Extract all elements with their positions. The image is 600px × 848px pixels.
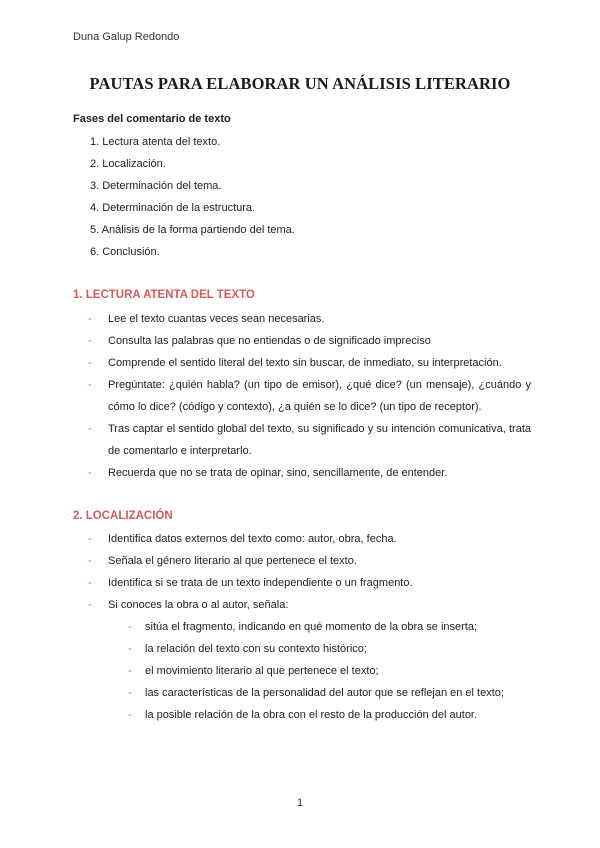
list-item-text: Si conoces la obra o al autor, señala: [108,599,289,611]
header-author: Duna Galup Redondo [73,31,180,43]
dash-bullet: - [88,577,92,589]
phase-item: 4. Determinación de la estructura. [90,202,256,214]
list-item [88,308,531,330]
sub-list-item [128,660,528,682]
list-item [88,330,531,352]
dash-bullet: - [88,599,92,611]
page-number: 1 [296,797,304,809]
list-item-text: Identifica si se trata de un texto independiente o un fragmento. [108,577,413,589]
list-item-text: Tras captar el sentido global del texto, su significado y su intención comunicativa, trata de comentarlo e interpretarlo. [108,423,531,457]
sub-list-item [128,704,528,726]
dash-bullet: - [88,379,92,391]
document-title: PAUTAS PARA ELABORAR UN ANÁLISIS LITERARIO [89,74,511,93]
list-item [88,462,531,484]
list-item [88,418,531,462]
dash-bullet: - [128,665,132,677]
section-2-title: 2. LOCALIZACIÓN [73,510,173,522]
section-1-list [88,308,531,484]
dash-bullet: - [88,555,92,567]
list-item-text: Identifica datos externos del texto como: autor, obra, fecha. [108,533,397,545]
list-item-text: Consulta las palabras que no entiendas o de significado impreciso [108,335,431,347]
phase-item: 2. Localización. [90,158,166,170]
sub-list-item-text: el movimiento literario al que pertenece el texto; [145,665,379,677]
phases-list [73,131,295,263]
list-item-text: Comprende el sentido literal del texto sin buscar, de inmediato, su interpretación. [108,357,502,369]
sub-list-item-text: la posible relación de la obra con el resto de la producción del autor. [145,709,478,721]
dash-bullet: - [88,423,92,435]
phase-item: 5. Análisis de la forma partiendo del tema. [90,224,295,236]
sub-list-item-text: las características de la personalidad del autor que se reflejan en el texto; [145,687,504,699]
phase-item: 1. Lectura atenta del texto. [90,136,221,148]
phases-heading: Fases del comentario de texto [73,113,231,125]
list-item-text: Recuerda que no se trata de opinar, sino, sencillamente, de entender. [108,467,448,479]
dash-bullet: - [128,643,132,655]
list-item [88,594,531,726]
list-item-text: Pregúntate: ¿quién habla? (un tipo de emisor), ¿qué dice? (un mensaje), ¿cuándo y cómo lo dice? (código y contexto), ¿a quién se lo dice? (un tipo de receptor). [108,379,531,413]
sub-list-item-text: la relación del texto con su contexto histórico; [145,643,367,655]
sub-list-item-text: sitúa el fragmento, indicando en qué momento de la obra se inserta; [145,621,478,633]
dash-bullet: - [128,687,132,699]
phase-item: 6. Conclusión. [90,246,160,258]
list-item [88,550,531,572]
list-item [88,352,531,374]
list-item [88,528,531,550]
section-2-sublist [128,616,528,726]
list-item-text: Lee el texto cuantas veces sean necesarias. [108,313,325,325]
dash-bullet: - [128,709,132,721]
sub-list-item [128,638,528,660]
section-1-title: 1. LECTURA ATENTA DEL TEXTO [73,289,255,301]
dash-bullet: - [88,313,92,325]
dash-bullet: - [88,357,92,369]
dash-bullet: - [128,621,132,633]
phase-item: 3. Determinación del tema. [90,180,222,192]
dash-bullet: - [88,533,92,545]
dash-bullet: - [88,467,92,479]
list-item-text: Señala el género literario al que pertenece el texto. [108,555,357,567]
list-item [88,572,531,594]
list-item [88,374,531,418]
sub-list-item [128,682,528,704]
dash-bullet: - [88,335,92,347]
section-2-list [88,528,531,726]
sub-list-item [128,616,528,638]
